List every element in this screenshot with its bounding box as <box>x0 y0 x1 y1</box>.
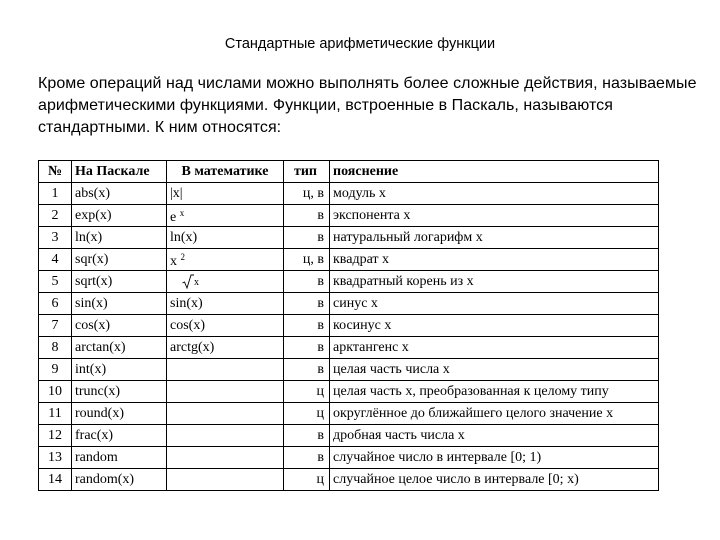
table-row <box>39 403 659 425</box>
table-row <box>39 227 659 249</box>
value-type: ц, в <box>284 183 330 205</box>
explanation: случайное целое число в интервале [0; x) <box>330 469 659 491</box>
pascal-function: random <box>72 447 167 469</box>
math-notation <box>167 315 284 337</box>
value-type: в <box>284 271 330 293</box>
pascal-function: cos(x) <box>72 315 167 337</box>
math-notation <box>167 425 284 447</box>
row-number: 7 <box>39 315 72 337</box>
row-number: 14 <box>39 469 72 491</box>
row-number: 8 <box>39 337 72 359</box>
pascal-function: sin(x) <box>72 293 167 315</box>
pascal-function: sqr(x) <box>72 249 167 271</box>
table-row <box>39 359 659 381</box>
explanation: дробная часть числа x <box>330 425 659 447</box>
row-number: 13 <box>39 447 72 469</box>
table-row <box>39 425 659 447</box>
math-value: arctg(x) <box>170 339 215 355</box>
math-superscript: 2 <box>180 252 185 262</box>
value-type: в <box>284 205 330 227</box>
table-row <box>39 469 659 491</box>
pascal-function: random(x) <box>72 469 167 491</box>
pascal-function: sqrt(x) <box>72 271 167 293</box>
pascal-function: round(x) <box>72 403 167 425</box>
value-type: в <box>284 337 330 359</box>
math-notation <box>167 403 284 425</box>
header-num: № <box>39 161 72 183</box>
math-notation <box>167 227 284 249</box>
math-value: |x| <box>170 185 183 201</box>
explanation: экспонента x <box>330 205 659 227</box>
math-notation <box>167 359 284 381</box>
pascal-function: frac(x) <box>72 425 167 447</box>
header-type: тип <box>284 161 330 183</box>
math-value: ln(x) <box>170 229 198 245</box>
page-title: Стандартные арифметические функции <box>224 36 496 52</box>
math-value: x <box>170 254 177 269</box>
explanation: целая часть x, преобразованная к целому типу <box>330 381 659 403</box>
square-root-icon <box>182 273 199 291</box>
pascal-function: abs(x) <box>72 183 167 205</box>
explanation: арктангенс x <box>330 337 659 359</box>
header-pascal: На Паскале <box>72 161 167 183</box>
table-row <box>39 315 659 337</box>
value-type: в <box>284 227 330 249</box>
value-type: в <box>284 293 330 315</box>
value-type: ц <box>284 381 330 403</box>
row-number: 6 <box>39 293 72 315</box>
row-number: 9 <box>39 359 72 381</box>
explanation: квадрат x <box>330 249 659 271</box>
header-math: В математике <box>167 161 284 183</box>
intro-paragraph: Кроме операций над числами можно выполнять более сложные действия, называемые арифметическими функциями. Функции, встроенные в Паскаль, называются стандартными. К ним относятся: <box>38 75 697 136</box>
explanation: квадратный корень из x <box>330 271 659 293</box>
table-row <box>39 381 659 403</box>
row-number: 2 <box>39 205 72 227</box>
explanation: натуральный логарифм x <box>330 227 659 249</box>
row-number: 12 <box>39 425 72 447</box>
math-value: cos(x) <box>170 317 205 333</box>
explanation: модуль x <box>330 183 659 205</box>
table-header-row <box>39 161 659 183</box>
value-type: ц, в <box>284 249 330 271</box>
math-notation <box>167 205 284 227</box>
header-explanation: пояснение <box>330 161 659 183</box>
value-type: ц <box>284 403 330 425</box>
explanation: округлённое до ближайшего целого значение x <box>330 403 659 425</box>
math-notation <box>167 337 284 359</box>
explanation: случайное число в интервале [0; 1) <box>330 447 659 469</box>
math-notation <box>167 183 284 205</box>
explanation: косинус x <box>330 315 659 337</box>
math-notation <box>167 381 284 403</box>
table-row <box>39 337 659 359</box>
value-type: в <box>284 359 330 381</box>
value-type: ц <box>284 469 330 491</box>
row-number: 10 <box>39 381 72 403</box>
math-value: e <box>170 210 177 225</box>
pascal-function: trunc(x) <box>72 381 167 403</box>
functions-table <box>38 160 659 491</box>
value-type: в <box>284 315 330 337</box>
math-notation <box>167 447 284 469</box>
explanation: целая часть числа x <box>330 359 659 381</box>
value-type: в <box>284 425 330 447</box>
pascal-function: exp(x) <box>72 205 167 227</box>
math-value: sin(x) <box>170 295 203 311</box>
pascal-function: int(x) <box>72 359 167 381</box>
math-value: x <box>194 276 199 288</box>
row-number: 4 <box>39 249 72 271</box>
table-row <box>39 271 659 293</box>
math-notation <box>167 293 284 315</box>
table-row <box>39 293 659 315</box>
explanation: синус x <box>330 293 659 315</box>
table-row <box>39 205 659 227</box>
row-number: 1 <box>39 183 72 205</box>
pascal-function: arctan(x) <box>72 337 167 359</box>
value-type: в <box>284 447 330 469</box>
math-notation <box>167 469 284 491</box>
table-row <box>39 249 659 271</box>
row-number: 3 <box>39 227 72 249</box>
table-row <box>39 183 659 205</box>
row-number: 11 <box>39 403 72 425</box>
table-row <box>39 447 659 469</box>
row-number: 5 <box>39 271 72 293</box>
math-superscript: x <box>179 208 185 218</box>
math-notation <box>167 271 284 293</box>
math-notation <box>167 249 284 271</box>
pascal-function: ln(x) <box>72 227 167 249</box>
